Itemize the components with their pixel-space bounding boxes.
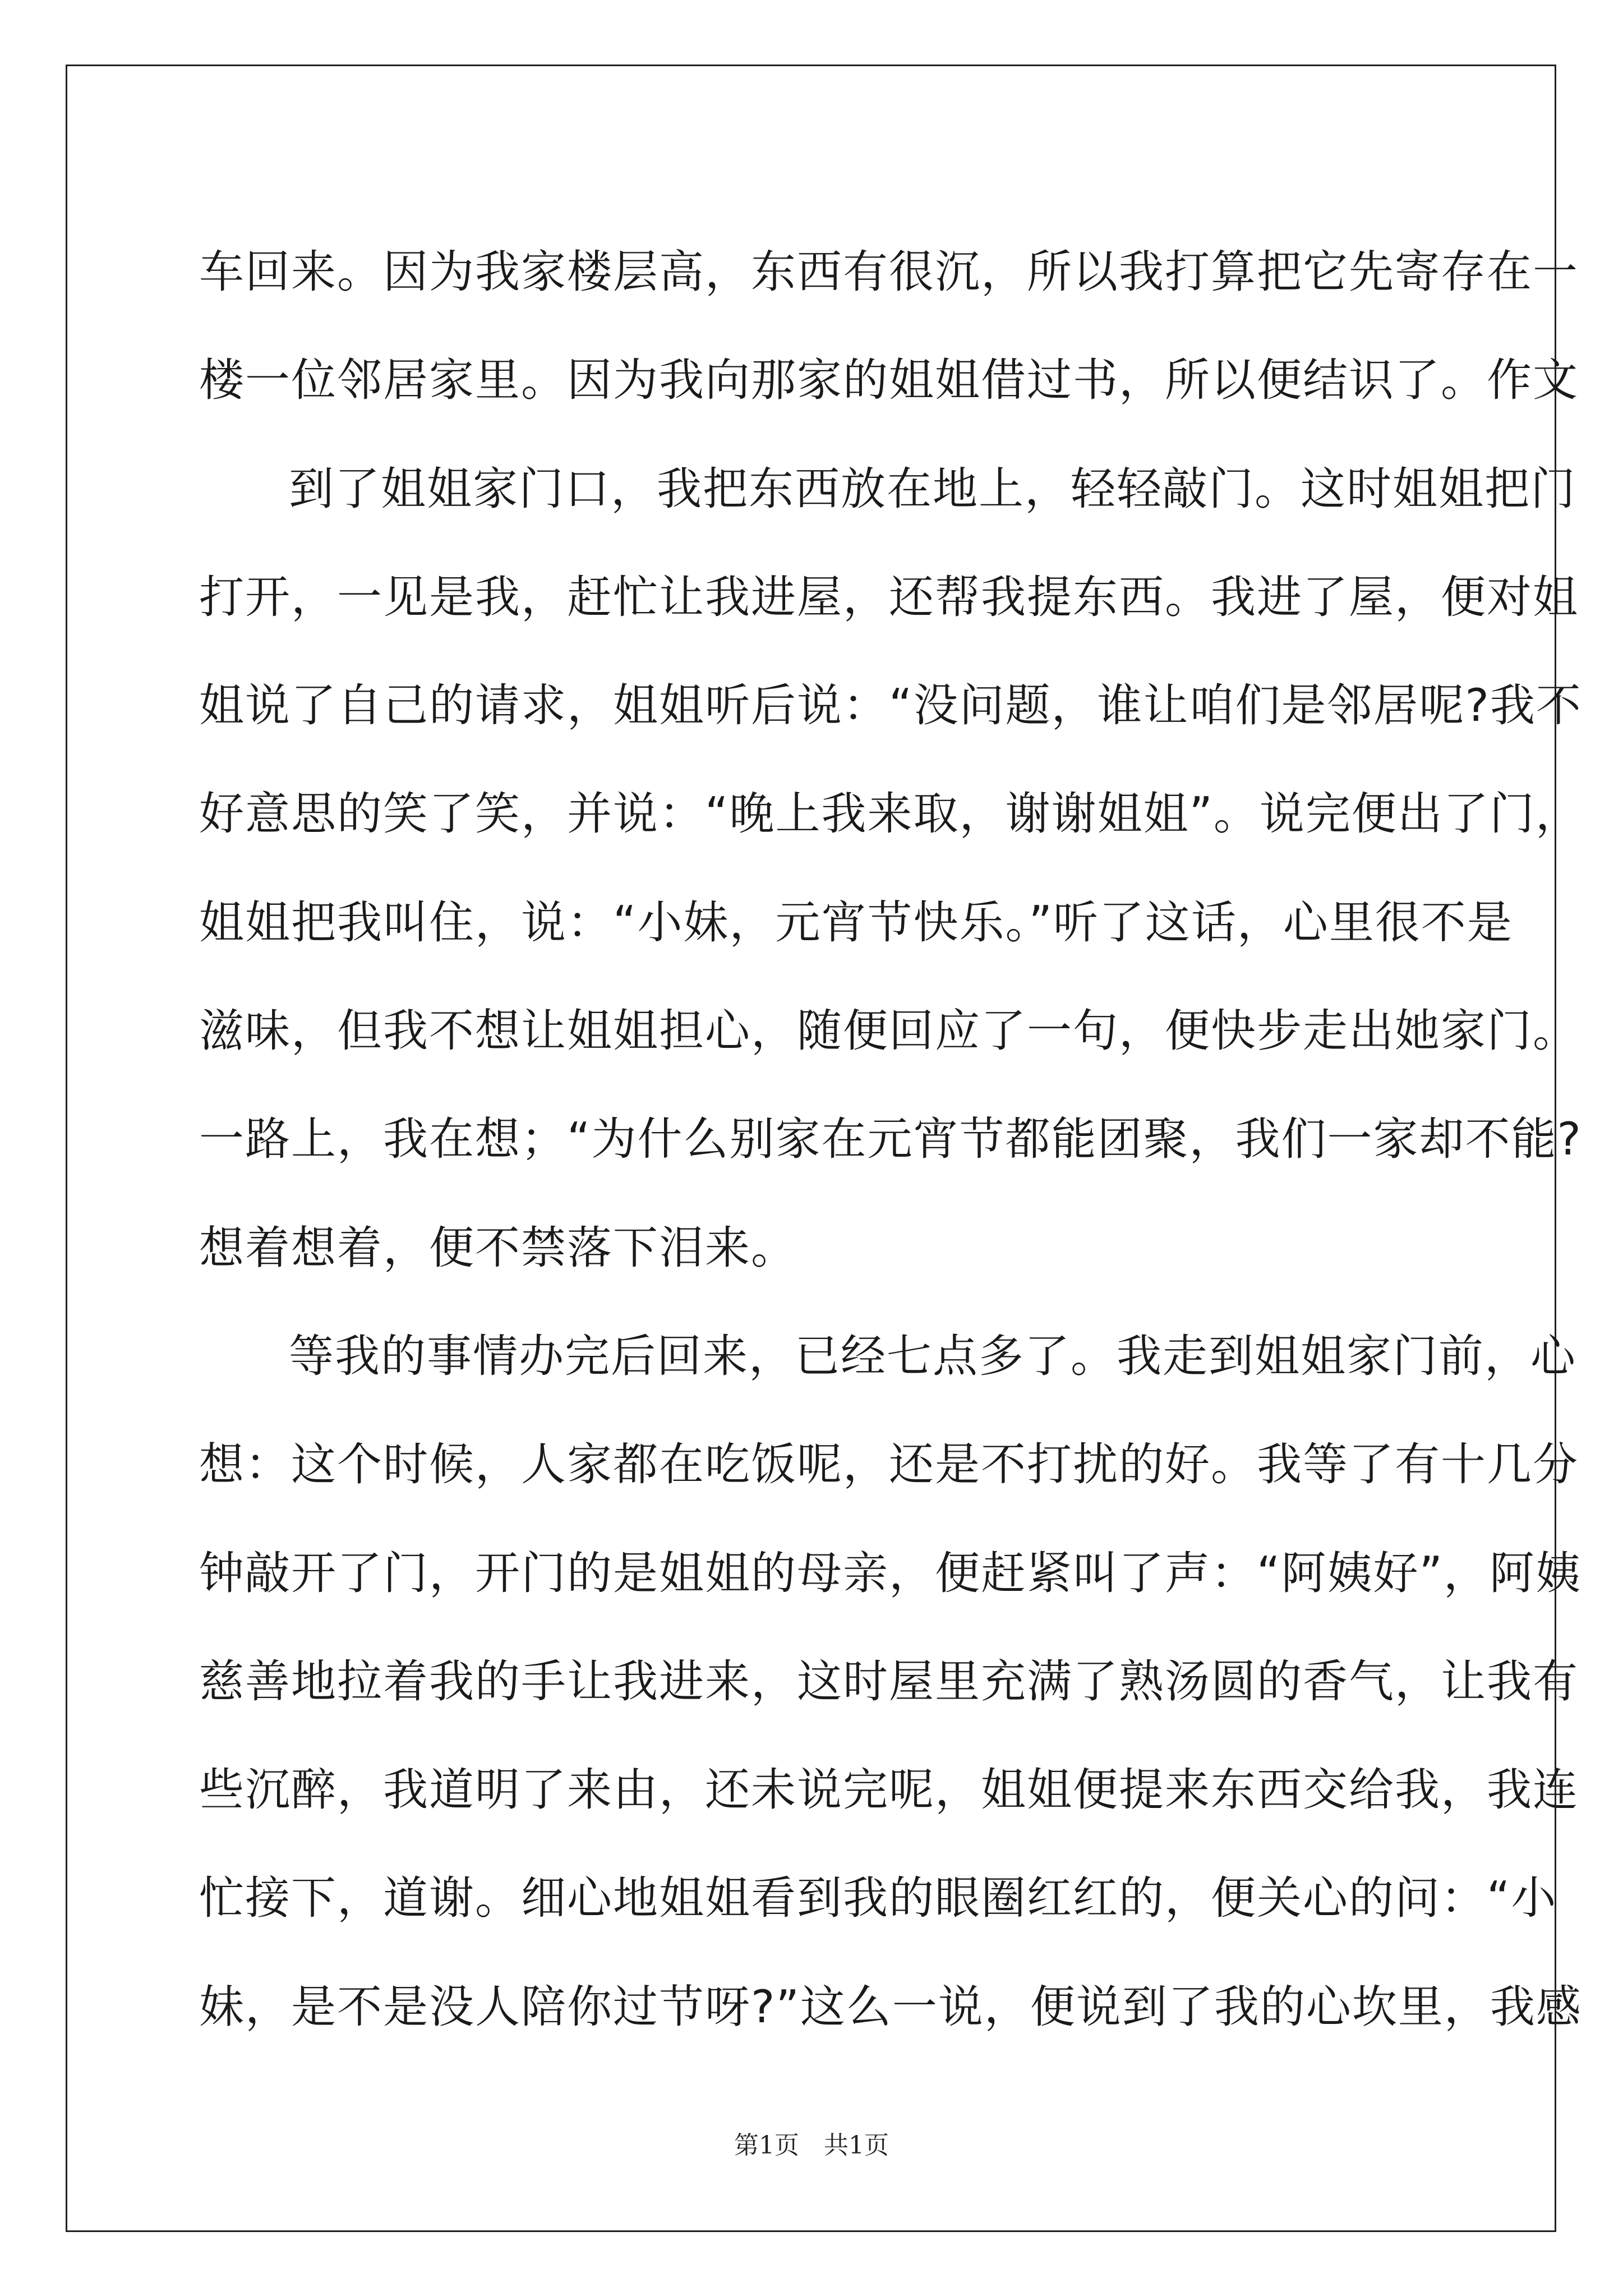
- text-line: 慈善地拉着我的手让我进来，这时屋里充满了熟汤圆的香气，让我有: [199, 1655, 1579, 1708]
- document-body: [199, 218, 1582, 2061]
- text-line: 楼一位邻居家里。因为我向那家的姐姐借过书，所以便结识了。作文: [199, 354, 1579, 407]
- text-line: 一路上，我在想；“为什么别家在元宵节都能团聚，我们一家却不能?: [199, 1113, 1582, 1166]
- text-line: 想：这个时候，人家都在吃饭呢，还是不打扰的好。我等了有十几分: [199, 1438, 1579, 1491]
- text-line: 好意思的笑了笑，并说：“晚上我来取，谢谢姐姐”。说完便出了门，: [199, 788, 1581, 840]
- text-line: 些沉醉，我道明了来由，还未说完呢，姐姐便提来东西交给我，我连: [199, 1764, 1579, 1816]
- text-line: 姐姐把我叫住，说：“小妹，元宵节快乐。”听了这话，心里很不是: [199, 896, 1513, 949]
- text-line: 妹，是不是没人陪你过节呀?”这么一说，便说到了我的心坎里，我感: [199, 1980, 1582, 2033]
- text-line: 车回来。因为我家楼层高，东西有很沉，所以我打算把它先寄存在一: [199, 246, 1579, 298]
- text-line: 钟敲开了门，开门的是姐姐的母亲，便赶紧叫了声：“阿姨好”，阿姨: [199, 1547, 1581, 1599]
- text-line: 等我的事情办完后回来，已经七点多了。我走到姐姐家门前，心: [289, 1329, 1576, 1382]
- text-line: 姐说了自己的请求，姐姐听后说：“没问题，谁让咱们是邻居呢?我不: [199, 679, 1582, 732]
- page-footer: 第1页 共1页: [734, 2131, 889, 2160]
- text-line: 到了姐姐家门口，我把东西放在地上，轻轻敲门。这时姐姐把门: [289, 462, 1576, 515]
- text-line: 忙接下，道谢。细心地姐姐看到我的眼圈红红的，便关心的问：“小: [199, 1872, 1557, 1925]
- text-line: 想着想着，便不禁落下泪来。: [199, 1221, 797, 1274]
- text-line: 打开，一见是我，赶忙让我进屋，还帮我提东西。我进了屋，便对姐: [199, 570, 1579, 623]
- text-line: 滋味，但我不想让姐姐担心，随便回应了一句，便快步走出她家门。: [199, 1005, 1579, 1057]
